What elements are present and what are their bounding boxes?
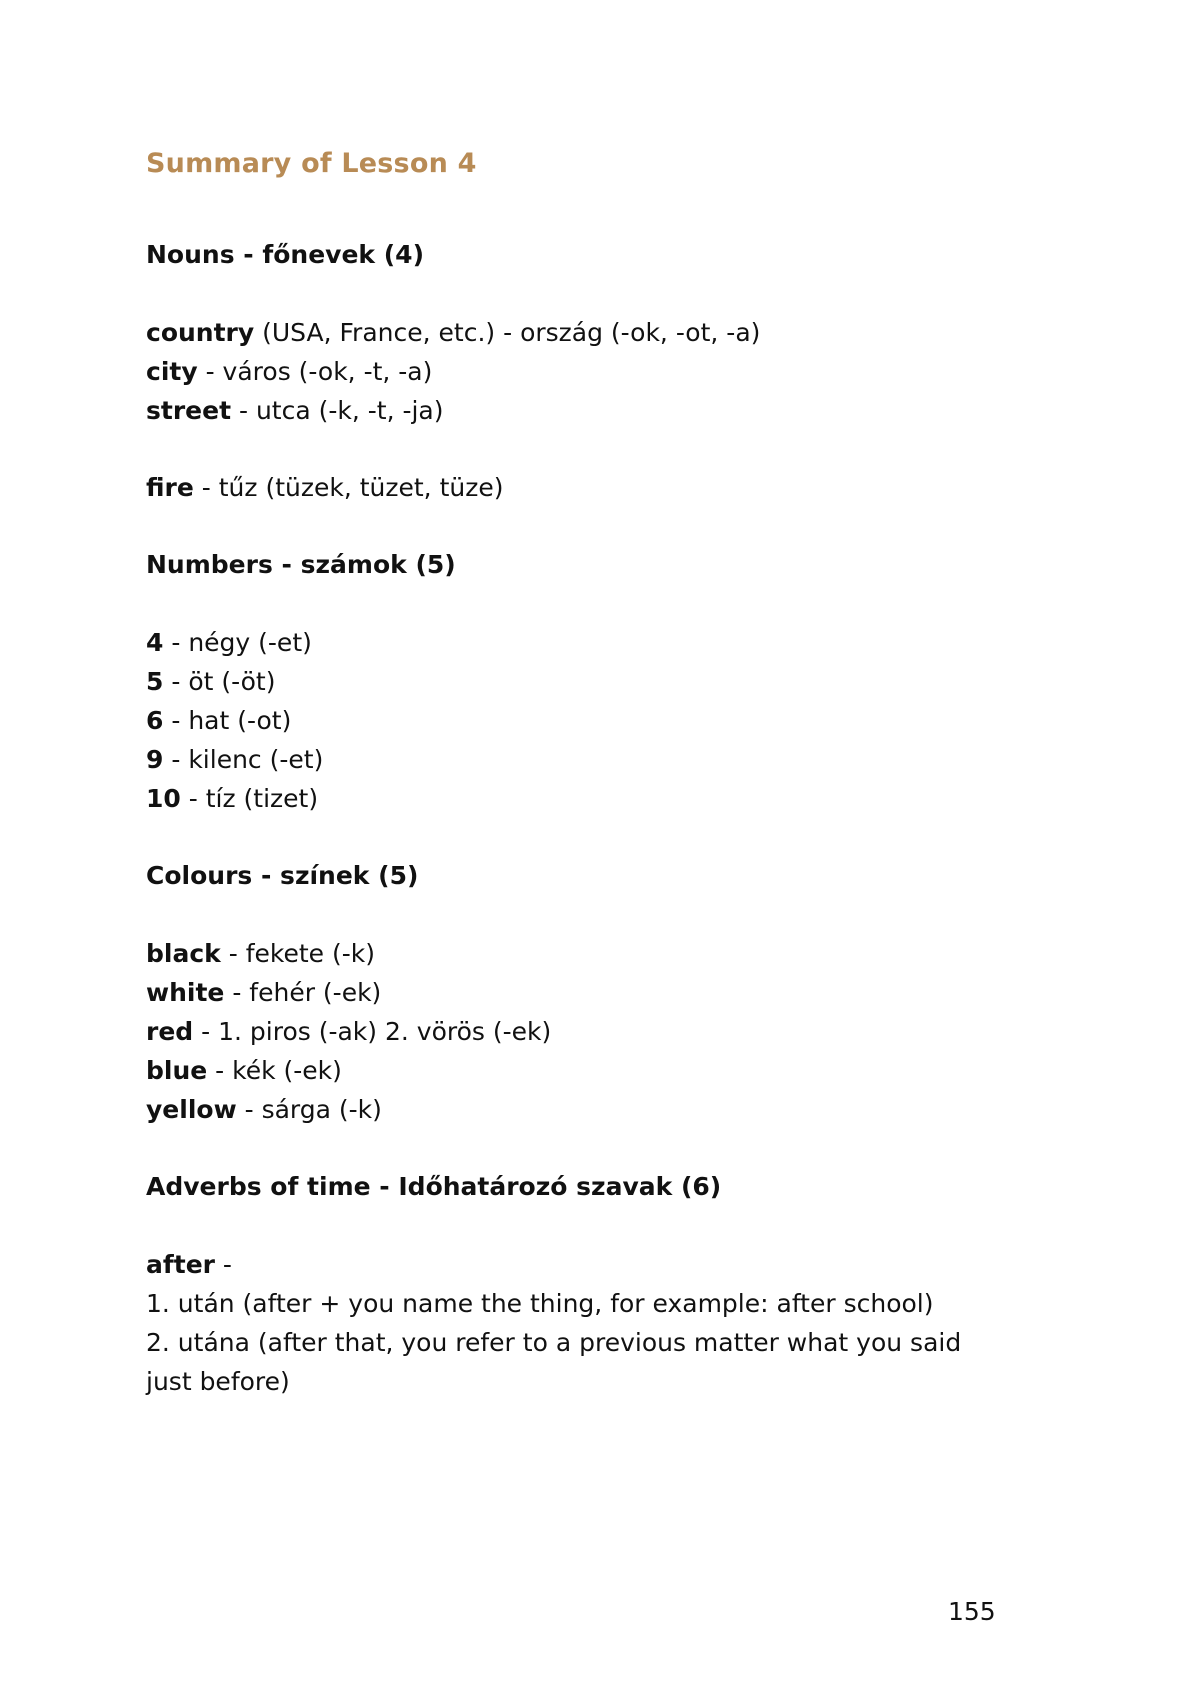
vocab-term: 10 [146,784,181,813]
vocab-entry [146,1250,232,1279]
vocab-term: 5 [146,667,164,696]
vocab-definition: - négy (-et) [163,628,312,657]
vocab-entry [146,706,291,735]
vocab-definition: - fehér (-ek) [224,978,382,1007]
vocab-definition: - kék (-ek) [207,1056,342,1085]
vocab-term: red [146,1017,194,1046]
vocab-entry [146,318,760,347]
vocab-term: fire [146,473,194,502]
vocab-definition: - [214,1250,232,1279]
vocab-term: 6 [146,706,164,735]
definition-line: just before) [146,1367,290,1396]
vocab-definition: - fekete (-k) [220,939,375,968]
nouns-heading: Nouns - főnevek (4) [146,240,424,269]
vocab-term: 9 [146,745,164,774]
vocab-entry [146,357,432,386]
vocab-definition: - 1. piros (-ak) 2. vörös (-ek) [193,1017,552,1046]
vocab-term: 4 [146,628,164,657]
vocab-term: after [146,1250,215,1279]
vocab-term: white [146,978,225,1007]
vocab-definition: - hat (-ot) [163,706,292,735]
vocab-definition: - öt (-öt) [163,667,276,696]
vocab-entry [146,978,381,1007]
definition-line: 1. után (after + you name the thing, for example: after school) [146,1289,934,1318]
vocab-term: black [146,939,221,968]
page-number: 155 [948,1597,996,1626]
vocab-definition: - utca (-k, -t, -ja) [231,396,444,425]
vocab-entry [146,396,444,425]
vocab-term: city [146,357,198,386]
page-title: Summary of Lesson 4 [146,148,477,179]
adverbs-heading: Adverbs of time - Időhatározó szavak (6) [146,1172,722,1201]
vocab-definition: (USA, France, etc.) - ország (-ok, -ot, -a) [254,318,761,347]
vocab-term: yellow [146,1095,237,1124]
vocab-entry [146,939,375,968]
vocab-definition: - város (-ok, -t, -a) [197,357,433,386]
vocab-entry [146,628,312,657]
vocab-entry [146,473,503,502]
vocab-definition: - tűz (tüzek, tüzet, tüze) [193,473,504,502]
vocab-definition: - kilenc (-et) [163,745,324,774]
vocab-entry [146,1017,551,1046]
vocab-entry [146,1095,382,1124]
vocab-definition: - sárga (-k) [236,1095,382,1124]
vocab-entry [146,745,323,774]
vocab-definition: - tíz (tizet) [180,784,319,813]
numbers-heading: Numbers - számok (5) [146,550,456,579]
vocab-entry [146,667,275,696]
vocab-term: country [146,318,255,347]
vocab-term: street [146,396,232,425]
vocab-entry [146,1056,342,1085]
vocab-entry [146,784,318,813]
colours-heading: Colours - színek (5) [146,861,419,890]
definition-line: 2. utána (after that, you refer to a previous matter what you said [146,1328,962,1357]
vocab-term: blue [146,1056,208,1085]
